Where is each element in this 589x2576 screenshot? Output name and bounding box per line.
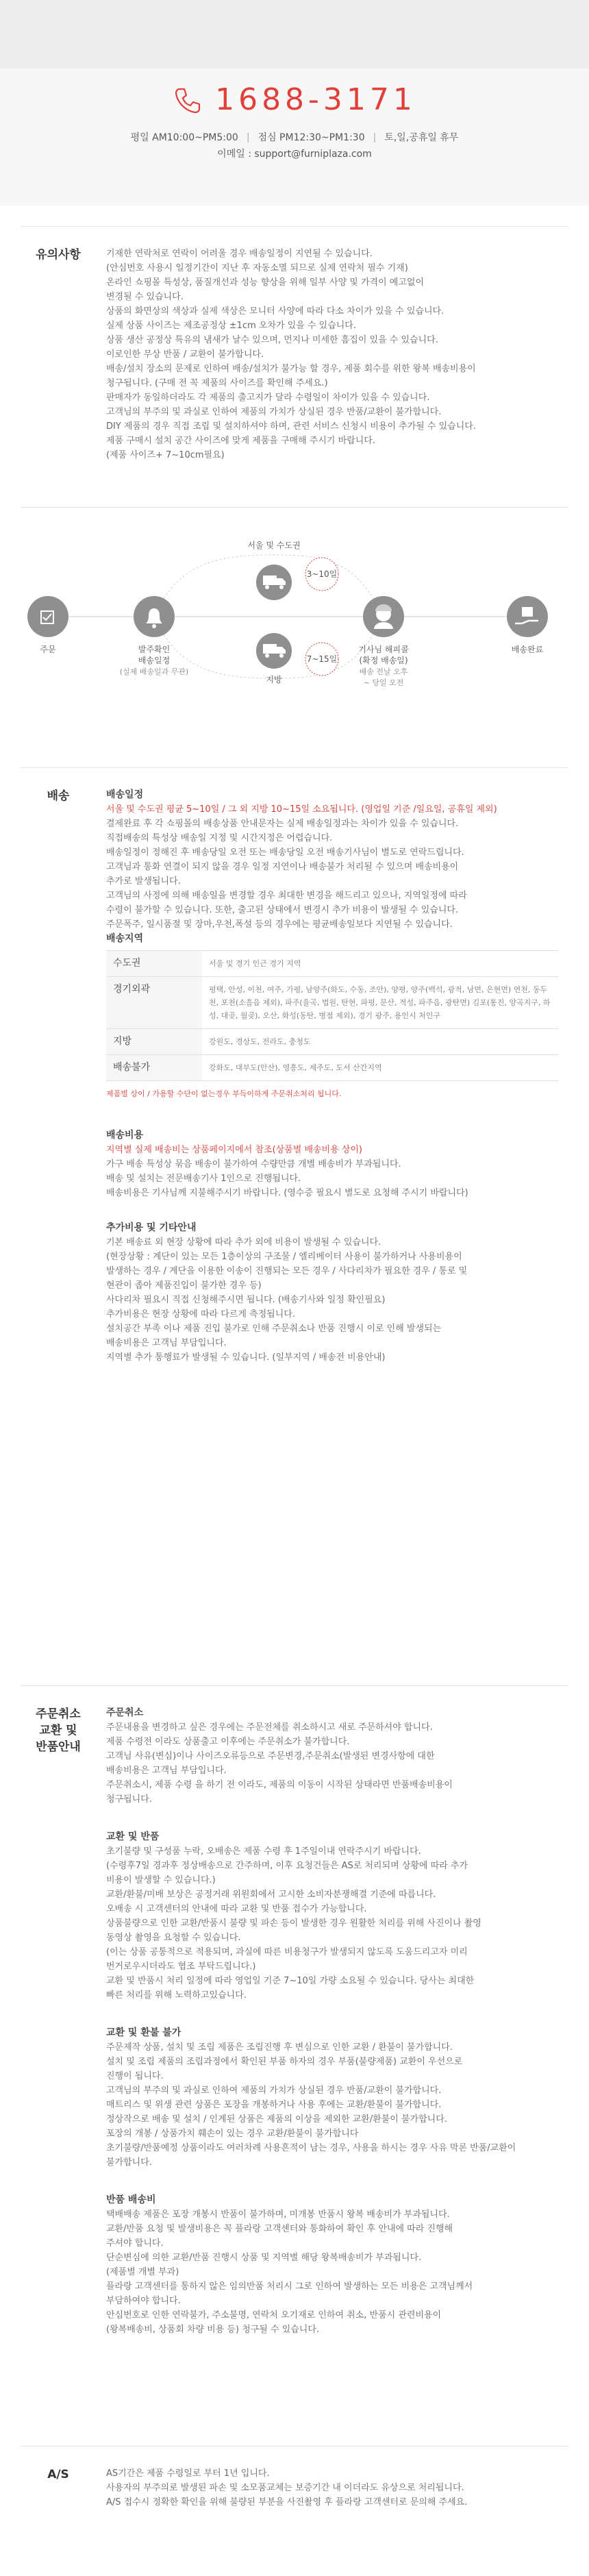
noreturn-line: 설치 및 조립 제품의 조립과정에서 확인된 부품 하자의 경우 부품(불량제품) 교환이 우선으로 [106, 2057, 463, 2067]
order-cancel-line: 청구됩니다. [106, 1794, 152, 1805]
region-areas: 서울 및 경기 인근 경기 지역 [202, 951, 558, 977]
bell-icon [134, 596, 175, 637]
technician-icon [363, 596, 404, 637]
check-badge-icon [27, 596, 68, 637]
divider [21, 507, 568, 508]
days-seoul: 3~10일 [306, 569, 338, 579]
notes-line: (제품 사이즈+ 7~10cm필요) [106, 450, 225, 460]
schedule-line: 고객님의 사정에 의해 배송일을 변경할 경우 최대한 변경을 해드리고 있으나, 지역일정에 따라 [106, 891, 467, 901]
region-name: 경기외곽 [106, 977, 202, 1029]
region-table [106, 950, 558, 1081]
schedule-line: 수령이 불가할 수 있습니다. 또한, 출고된 상태에서 변경시 추가 비용이 발생될 수 있습니다. [106, 905, 459, 915]
fee-line: 배송 및 설치는 전문배송기사 1인으로 진행됩니다. [106, 1174, 301, 1184]
as-title: A/S [47, 2468, 69, 2481]
return-fee-line: 교환/반품 요청 및 발생비용은 꼭 플라랑 고객센터와 통화하여 확인 후 안내에 따라 진행해 [106, 2224, 453, 2234]
phone-number[interactable]: 1688-3171 [215, 82, 416, 117]
notes-title: 유의사항 [36, 248, 81, 262]
order-cancel-line: 제품 수령전 이라도 상품출고 이후에는 주문취소가 불가합니다. [106, 1737, 350, 1747]
divider [21, 1685, 568, 1686]
noreturn-line: 진행이 됩니다. [106, 2071, 164, 2081]
cancel-title-line: 주문취소 [36, 1707, 81, 1721]
return-fee-line: 택배배송 제품은 포장 개봉시 반품이 불가하며, 미개봉 반품시 왕복 배송비가 부과됩니다. [106, 2209, 450, 2220]
noreturn-line: 고객님의 부주의 및 과실로 인하여 제품의 가치가 상실된 경우 반품/교환이 불가합니다. [106, 2085, 442, 2096]
return-fee-line: (제품별 개별 부과) [106, 2267, 179, 2277]
noreturn-line: 포장의 개봉 / 상품가치 훼손이 있는 경우 교환/환불이 불가합니다 [106, 2129, 359, 2139]
schedule-title: 배송일정 [106, 789, 144, 800]
as-line: AS기간은 제품 수령일로 부터 1년 입니다. [106, 2468, 270, 2479]
extra-line: 배송비용은 고객님 부담입니다. [106, 1338, 227, 1348]
return-line: 빠른 처리를 위해 노력하고있습니다. [106, 1990, 247, 2001]
region-row [106, 1055, 558, 1081]
fee-title: 배송비용 [106, 1130, 144, 1141]
as-line: A/S 접수시 정확한 확인을 위해 불량된 부분을 사진촬영 후 플라랑 고객센터로 문의해 주세요. [106, 2497, 468, 2507]
fee-line: 배송비용은 기사님께 지불해주시기 바랍니다. (영수증 필요시 별도로 요청해 주시기 바랍니다) [106, 1188, 468, 1198]
step-happy-call-note: 배송 전날 오후 ~ 당일 오전 [359, 667, 408, 687]
order-cancel-line: 배송비용은 고객님 부담입니다. [106, 1766, 227, 1776]
return-title: 교환 및 반품 [106, 1831, 160, 1842]
extra-list [106, 1235, 565, 1365]
region-seoul: 서울 및 수도권 [247, 541, 301, 550]
closed-days: 토,일,공휴일 휴무 [384, 132, 459, 143]
lunch-hours: 점심 PM12:30~PM1:30 [258, 132, 365, 143]
notes-line: 배송/설치 장소의 문제로 인하여 배송/설치가 불가능 할 경우, 제품 회수를 위한 왕복 배송비용이 [106, 364, 476, 374]
notes-body [106, 247, 565, 462]
notes-line: (안심번호 사용시 일정기간이 지난 후 자동소멸 되므로 실제 연락처 필수 기재) [106, 263, 408, 273]
notes-line: 기재한 연락처로 연락이 어려울 경우 배송일정이 지연될 수 있습니다. [106, 249, 373, 259]
return-line: 동영상 촬영을 요청할 수 있습니다. [106, 1933, 241, 1943]
delivery-process [0, 521, 589, 747]
shipping-body [106, 788, 565, 1365]
divider [21, 767, 568, 768]
header-band [0, 0, 589, 69]
notes-line: 상품 생산 공정상 특유의 냄새가 날수 있으며, 먼지나 미세한 흠집이 있을 수 있습니다. [106, 335, 438, 345]
return-line: (이는 상품 공통적으로 적용되며, 과실에 따른 비용청구가 발생되지 않도록 도움드리고자 미리 [106, 1947, 468, 1957]
fee-list [106, 1157, 565, 1200]
return-line: 오배송 시 고객센터의 안내에 따라 교환 및 반품 접수가 가능합니다. [106, 1904, 367, 1914]
schedule-line: 주문폭주, 일시품절 및 장마,우천,폭설 등의 경우에는 평균배송일보다 지연될 수 있습니다. [106, 919, 453, 930]
step-order: 주문 [40, 645, 56, 654]
notes-line: 실제 상품 사이즈는 제조공정상 ±1cm 오차가 있을 수 있습니다. [106, 321, 356, 331]
fee-highlight: 지역별 실제 배송비는 상품페이지에서 참조(상품별 배송비용 상이) [106, 1145, 363, 1155]
region-note: 제품별 상이 / 가용할 수단이 없는경우 부득이하게 주문취소처리 됩니다. [106, 1089, 342, 1098]
region-row [106, 977, 558, 1029]
truck-icon [256, 633, 292, 669]
cancel-title-line: 교환 및 [39, 1724, 77, 1737]
return-line: (수령후7일 경과후 정상배송으로 간주하며, 이후 요청건들은 AS로 처리되며 상황에 따라 추가 [106, 1861, 468, 1871]
noreturn-line: 주문제작 상품, 설치 및 조립 제품은 조립진행 후 변심으로 인한 교환 / 환불이 불가합니다. [106, 2042, 453, 2053]
business-hours: 평일 AM10:00~PM5:00 | 점심 PM12:30~PM1:30 | 토,일,공휴일 휴무 [130, 132, 459, 143]
cancel-section-title [34, 1706, 82, 1755]
return-line: 상품불량으로 인한 교환/반품시 불량 및 파손 등이 발생한 경우 원활한 처리를 위해 사진이나 촬영 [106, 1918, 481, 1929]
cancel-body [106, 1706, 565, 2337]
step-confirm: 발주확인 배송일정 [138, 645, 171, 665]
region-areas: 강화도, 대부도(안산), 영흥도, 제주도, 도서 산간지역 [202, 1055, 558, 1081]
phone-icon [173, 85, 203, 115]
return-fee-title: 반품 배송비 [106, 2194, 156, 2205]
return-line: 교환 및 반품시 처리 일정에 따라 영업일 기준 7~10일 가량 소요될 수 있습니다. 당사는 최대한 [106, 1976, 475, 1986]
noreturn-title: 교환 및 환불 불가 [106, 2027, 181, 2038]
notes-line: 판매자가 동일하더라도 각 제품의 출고지가 달라 수령일이 차이가 있을 수 있습니다. [106, 393, 430, 403]
return-line: 교환/환불/미배 보상은 공정거래 위원회에서 고시한 소비자분쟁해결 기준에 따릅니다. [106, 1890, 436, 1900]
extra-line: 추가비용은 현장 상황에 따라 다르게 측정됩니다. [106, 1309, 295, 1320]
order-cancel-line: 고객님 사유(변심)이나 사이즈오류등으로 주문변경,주문취소(발생된 변경사항에 대한 [106, 1751, 435, 1761]
schedule-list [106, 817, 565, 932]
region-title: 배송지역 [106, 933, 144, 944]
return-fee-line: 부담하여야 합니다. [106, 2296, 181, 2306]
extra-line: 지역별 추가 통행료가 발생될 수 있습니다. (일부지역 / 배송전 비용안내) [106, 1352, 386, 1363]
truck-icon [256, 565, 292, 600]
extra-line: (현장상황 : 계단이 있는 모든 1층이상의 구조물 / 엘리베이터 사용이 불가하거나 사용비용이 [106, 1252, 462, 1262]
region-name: 수도권 [106, 951, 202, 977]
schedule-line: 배송일정이 정해진 후 배송당일 오전 또는 배송당일 오전 배송기사님이 별도로 연락드립니다. [106, 847, 464, 858]
as-body [106, 2466, 565, 2510]
contact-header [0, 0, 589, 206]
order-cancel-list [106, 1720, 565, 1807]
extra-line: 사다리차 필요시 직접 신청해주시면 됩니다. (배송기사와 일정 확인필요) [106, 1295, 386, 1305]
region-name: 배송불가 [106, 1055, 202, 1081]
extra-line: 현관이 좁아 제품진입이 불가한 경우 등) [106, 1280, 262, 1291]
cancel-title-line: 반품안내 [36, 1740, 81, 1754]
notes-line: 고객님의 부주의 및 과실로 인하여 제품의 가치가 상실된 경우 반품/교환이 불가합니다. [106, 407, 442, 417]
return-fee-line: 단순변심에 의한 교환/반품 진행시 상품 및 지역별 해당 왕복배송비가 부과됩니다. [106, 2253, 422, 2263]
extra-title: 추가비용 및 기타안내 [106, 1222, 197, 1233]
step-happy-call: 기사님 해피콜 (확정 배송일) [358, 645, 409, 665]
divider [21, 226, 568, 227]
notes-line: 변경될 수 있습니다. [106, 292, 184, 302]
region-areas: 평택, 안성, 이천, 여주, 가평, 남양주(화도, 수동, 조안), 양평, 양주(백석, 광적, 남면, 은현면) 연천, 동두천, 포천(소흘읍 제외), 파주(율곡, 법원, 탄현, 파평, 문산, 적성, 파주읍, 광탄면) 김포(통진, 양곡지구, 하성, 대곶, 월곶), 오산, 화성(동탄, 병점 제외), 경기 광주, 용인시 처인구 [202, 977, 558, 1029]
noreturn-line: 불가합니다. [106, 2157, 152, 2168]
return-list [106, 1844, 565, 2003]
step-done: 배송완료 [511, 645, 544, 654]
step-confirm-note: (실제 배송일과 무관) [119, 667, 189, 676]
schedule-line: 추가로 발생됩니다. [106, 876, 181, 887]
region-row [106, 951, 558, 977]
noreturn-list [106, 2040, 565, 2170]
schedule-line: 직접배송의 특성상 배송일 지정 및 시간지정은 어렵습니다. [106, 833, 333, 843]
fee-line: 가구 배송 특성상 묶음 배송이 불가하여 수량만큼 개별 배송비가 부과됩니다. [106, 1159, 401, 1169]
notes-line: 청구됩니다. (구매 전 꼭 제품의 사이즈를 확인해 주세요.) [106, 378, 328, 388]
notes-line: DIY 제품의 경우 직접 조립 및 설치하셔야 하며, 관련 서비스 신청시 비용이 추가될 수 있습니다. [106, 421, 476, 432]
divider [21, 2446, 568, 2447]
return-line: 초기불량 및 구성품 누락, 오배송은 제품 수령 후 1주일이내 연락주시기 바랍니다. [106, 1846, 421, 1857]
notes-line: 이로인한 무상 반품 / 교환이 불가합니다. [106, 349, 264, 360]
as-line: 사용자의 부주의로 발생된 파손 및 소모품교체는 보증기간 내 이더라도 유상으로 처리됩니다. [106, 2483, 464, 2493]
region-areas: 강원도, 경상도, 전라도, 충청도 [202, 1029, 558, 1055]
noreturn-line: 초기불량/반품예정 상품이라도 여러차례 사용흔적이 남는 경우, 사용을 하시는 경우 사유 막론 반품/교환이 [106, 2143, 516, 2153]
notes-line: 상품의 화면상의 색상과 실제 색상은 모니터 사양에 따라 다소 차이가 있을 수 있습니다. [106, 306, 444, 317]
notes-line: 제품 구매시 설치 공간 사이즈에 맞게 제품을 구매해 주시기 바랍니다. [106, 436, 375, 446]
delivered-box-icon [507, 596, 548, 637]
extra-line: 설치공간 부족 이나 제품 진입 불가로 인해 주문취소나 반품 진행시 이로 인해 발생되는 [106, 1324, 442, 1334]
schedule-line: 결제완료 후 각 쇼핑몰의 배송상품 안내문자는 실제 배송일정과는 차이가 있을 수 있습니다. [106, 819, 459, 829]
order-cancel-title: 주문취소 [106, 1707, 144, 1718]
extra-line: 기본 배송료 외 현장 상황에 따라 추가 외에 비용이 발생될 수 있습니다. [106, 1237, 381, 1248]
extra-line: 발생하는 경우 / 계단을 이용한 이송이 진행되는 모든 경우 / 사다리차가 필요한 경우 / 통로 및 [106, 1266, 468, 1276]
schedule-line: 고객님과 통화 연결이 되지 않을 경우 일정 지연이나 배송불가 처리될 수 있으며 배송비용이 [106, 862, 459, 872]
return-fee-line: 플라랑 고객센터를 통하지 않은 임의반품 처리시 그로 인하여 발생하는 모든 비용은 고객님께서 [106, 2281, 473, 2292]
region-row [106, 1029, 558, 1055]
days-local: 7~15일 [306, 654, 338, 664]
return-line: 번거로우시더라도 협조 부탁드립니다.) [106, 1961, 256, 1972]
process-diagram [0, 521, 589, 747]
noreturn-line: 정상작으로 배송 및 설치 / 인계된 상품은 제품의 이상을 제외한 교환/환불이 불가합니다. [106, 2114, 447, 2125]
weekday-hours: 평일 AM10:00~PM5:00 [130, 132, 238, 143]
order-cancel-line: 주문내용을 변경하고 싶은 경우에는 주문전체를 취소하시고 새로 주문하셔야 합니다. [106, 1722, 433, 1733]
return-fee-list [106, 2207, 565, 2337]
return-fee-line: 주셔야 합니다. [106, 2238, 164, 2249]
notes-line: 온라인 쇼핑몰 특성상, 품질개선과 성능 향상을 위해 일부 사양 및 가격이 예고없이 [106, 277, 425, 288]
schedule-highlight: 서울 및 수도권 평균 5~10일 / 그 외 지방 10~15일 소요됩니다. (영업일 기준 /일요일, 공휴일 제외) [106, 804, 497, 815]
order-cancel-line: 주문취소시, 제품 수령 을 하기 전 이라도, 제품의 이동이 시작된 상태라면 반품배송비용이 [106, 1780, 453, 1790]
return-line: 비용이 발생할 수 있습니다.) [106, 1875, 216, 1885]
shipping-title: 배송 [47, 789, 70, 803]
region-name: 지방 [106, 1029, 202, 1055]
region-local: 지방 [266, 675, 282, 684]
email[interactable]: 이메일 : support@furniplaza.com [217, 149, 372, 160]
noreturn-line: 매트리스 및 위생 관련 상품은 포장을 개봉하거나 사용 후에는 교환/환불이 불가합니다. [106, 2100, 442, 2110]
return-fee-line: (왕복배송비, 상품회 차량 비용 등) 청구될 수 있습니다. [106, 2325, 320, 2335]
return-fee-line: 안심번호로 인한 연락불가, 주소불명, 연락처 오기재로 인하여 취소, 반품시 관련비용이 [106, 2310, 442, 2320]
